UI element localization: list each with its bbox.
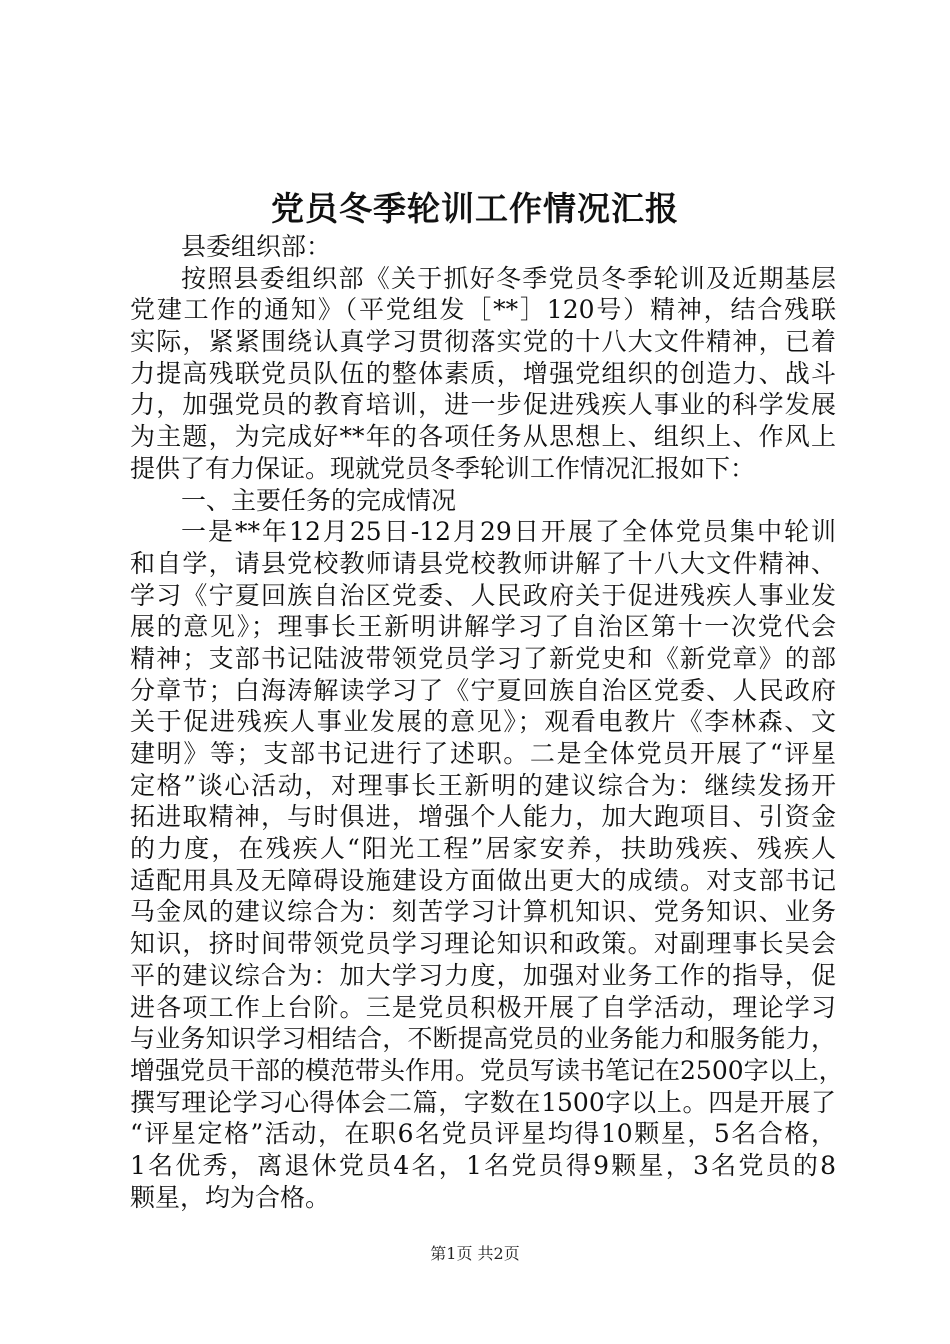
page-number-footer: 第1页 共2页 (430, 1244, 520, 1263)
paragraph-line: 展的意见》；理事长王新明讲解学习了自治区第十一次党代会 (130, 612, 836, 642)
paragraph-line: 1名优秀，离退休党员4名，1名党员得9颗星，3名党员的8 (130, 1150, 836, 1180)
paragraph-line: 进各项工作上台阶。三是党员积极开展了自学活动，理论学习 (130, 992, 836, 1022)
paragraph-line: 适配用具及无障碍设施建设方面做出更大的成绩。对支部书记 (130, 865, 836, 895)
paragraph-line: 撰写理论学习心得体会二篇，字数在1500字以上。四是开展了 (130, 1087, 836, 1117)
paragraph-line: 与业务知识学习相结合，不断提高党员的业务能力和服务能力， (130, 1024, 836, 1054)
paragraph-line: 按照县委组织部《关于抓好冬季党员冬季轮训及近期基层 (181, 263, 836, 293)
paragraph-line: 建明》等；支部书记进行了述职。二是全体党员开展了“评星 (130, 739, 836, 768)
paragraph-line: 提供了有力保证。现就党员冬季轮训工作情况汇报如下： (130, 453, 756, 483)
paragraph-line: 定格”谈心活动，对理事长王新明的建议综合为：继续发扬开 (130, 770, 836, 800)
paragraph-line: 关于促进残疾人事业发展的意见》；观看电教片《李林森、文 (130, 707, 836, 737)
section-heading: 一、主要任务的完成情况 (181, 485, 457, 515)
paragraph-line: 增强党员干部的模范带头作用。党员写读书笔记在2500字以上， (130, 1055, 844, 1085)
paragraph-line: 拓进取精神，与时俱进，增强个人能力，加大跑项目、引资金 (130, 802, 836, 832)
paragraph-line: 为主题，为完成好**年的各项任务从思想上、组织上、作风上 (130, 422, 836, 452)
paragraph-line: 分章节；白海涛解读学习了《宁夏回族自治区党委、人民政府 (130, 675, 836, 705)
paragraph-line: 实际，紧紧围绕认真学习贯彻落实党的十八大文件精神，已着 (130, 327, 836, 357)
paragraph-line: 党建工作的通知》（平党组发［**］120号）精神，结合残联 (130, 295, 836, 325)
paragraph-line: 颗星，均为合格。 (130, 1182, 331, 1212)
paragraph-line: 学习《宁夏回族自治区党委、人民政府关于促进残疾人事业发 (130, 580, 836, 610)
paragraph-line: 马金凤的建议综合为：刻苦学习计算机知识、党务知识、业务 (130, 897, 836, 927)
document-body (130, 231, 844, 1213)
document-title: 党员冬季轮训工作情况汇报 (271, 189, 679, 228)
paragraph-line: “评星定格”活动，在职6名党员评星均得10颗星，5名合格， (130, 1119, 836, 1149)
paragraph-line: 精神；支部书记陆波带领党员学习了新党史和《新党章》的部 (130, 643, 836, 673)
paragraph-line: 和自学，请县党校教师请县党校教师讲解了十八大文件精神、 (130, 548, 836, 578)
paragraph-line: 知识，挤时间带领党员学习理论知识和政策。对副理事长吴会 (130, 929, 836, 959)
paragraph-line: 一是**年12月25日-12月29日开展了全体党员集中轮训 (181, 517, 836, 547)
paragraph-line: 平的建议综合为：加大学习力度，加强对业务工作的指导，促 (130, 960, 836, 990)
paragraph-line: 力提高残联党员队伍的整体素质，增强党组织的创造力、战斗 (130, 358, 836, 388)
salutation-line: 县委组织部： (181, 232, 332, 261)
paragraph-line: 力，加强党员的教育培训，进一步促进残疾人事业的科学发展 (130, 390, 836, 420)
paragraph-line: 的力度，在残疾人“阳光工程”居家安养，扶助残疾、残疾人 (130, 834, 836, 864)
